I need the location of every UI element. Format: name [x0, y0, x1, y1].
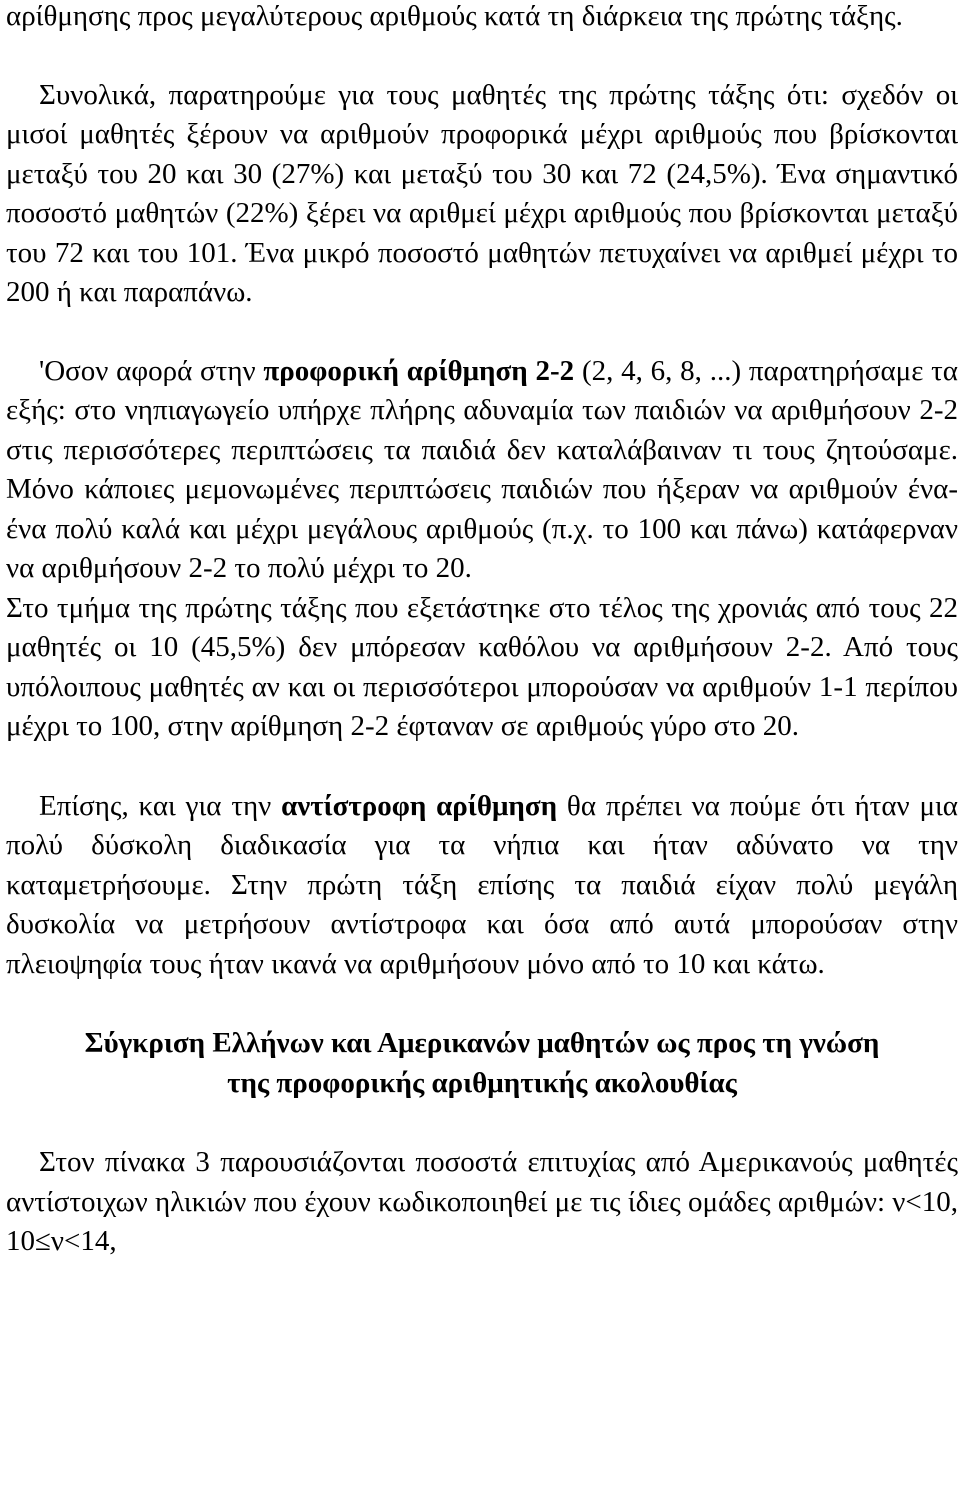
paragraph-oral-counting-by-two	[6, 352, 958, 589]
paragraph-first-grade-results: Στο τμήμα της πρώτης τάξης που εξετάστηκε στο τέλος της χρονιάς από τους 22 μαθητές οι 10 (45,5%) δεν μπόρεσαν καθόλου να αριθμήσουν 2-2. Από τους υπόλοιπους μαθητές αν και οι περισσότεροι μπορούσαν να αριθμούν 1-1 περίπου μέχρι το 100, στην αρίθμηση 2-2 έφταναν σε αριθμούς γύρο στο 20.	[6, 591, 958, 742]
section-heading-line: Σύγκριση Ελλήνων και Αμερικανών μαθητών ως προς τη γνώση	[84, 1027, 880, 1059]
paragraph-text: Επίσης, και για την	[39, 789, 282, 822]
bold-term: αντίστροφη αρίθμηση	[281, 789, 558, 822]
paragraph-table-intro: Στον πίνακα 3 παρουσιάζονται ποσοστά επιτυχίας από Αμερικανούς μαθητές αντίστοιχων ηλικιών που έχουν κωδικοποιηθεί με τις ίδιες ομάδες αριθμών: ν<10, 10≤ν<14,	[6, 1146, 958, 1257]
section-heading	[6, 1024, 958, 1103]
paragraph-text: (2, 4, 6, 8, ...) παρατηρήσαμε τα εξής: στο νηπιαγωγείο υπήρχε πλήρης αδυναμία των παιδιών να αριθμήσουν 2-2 στις περισσότερες περιπτώσεις τα παιδιά δεν καταλάβαιναν τι τους ζητούσαμε. Μόνο κάποιες μεμονωμένες περιπτώσεις παιδιών που ήξεραν να αριθμούν ένα-ένα πολύ καλά και μέχρι μεγάλους αριθμούς (π.χ. το 100 και πάνω) κατάφερναν να αριθμήσουν 2-2 το πολύ μέχρι το 20.	[6, 354, 958, 584]
paragraph-reverse-counting	[6, 787, 958, 985]
paragraph-summary-first-grade: Συνολικά, παρατηρούμε για τους μαθητές της πρώτης τάξης ότι: σχεδόν οι μισοί μαθητές ξέρουν να αριθμούν προφορικά μέχρι αριθμούς που βρίσκονται μεταξύ του 20 και 30 (27%) και μεταξύ του 30 και 72 (24,5%). Ένα σημαντικό ποσοστό μαθητών (22%) ξέρει να αριθμεί μέχρι αριθμούς που βρίσκονται μεταξύ του 72 και του 101. Ένα μικρό ποσοστό μαθητών πετυχαίνει να αριθμεί μέχρι το 200 ή και παραπάνω.	[6, 78, 958, 308]
paragraph-text: 'Οσον αφορά στην	[39, 354, 264, 387]
section-heading-line: της προφορικής αριθμητικής ακολουθίας	[227, 1066, 737, 1099]
bold-term: προφορική αρίθμηση 2-2	[263, 354, 575, 387]
paragraph-continuation: αρίθμησης προς μεγαλύτερους αριθμούς κατά τη διάρκεια της πρώτης τάξης.	[6, 0, 903, 32]
paragraph-text: θα πρέπει να πούμε ότι ήταν μια πολύ δύσκολη διαδικασία για τα νήπια και ήταν αδύνατο να την καταμετρήσουμε. Στην πρώτη τάξη επίσης τα παιδιά είχαν πολύ μεγάλη δυσκολία να μετρήσουν αντίστροφα και όσα από αυτά μπορούσαν στην πλειοψηφία τους ήταν ικανά να αριθμήσουν μόνο από το 10 και κάτω.	[6, 789, 958, 980]
